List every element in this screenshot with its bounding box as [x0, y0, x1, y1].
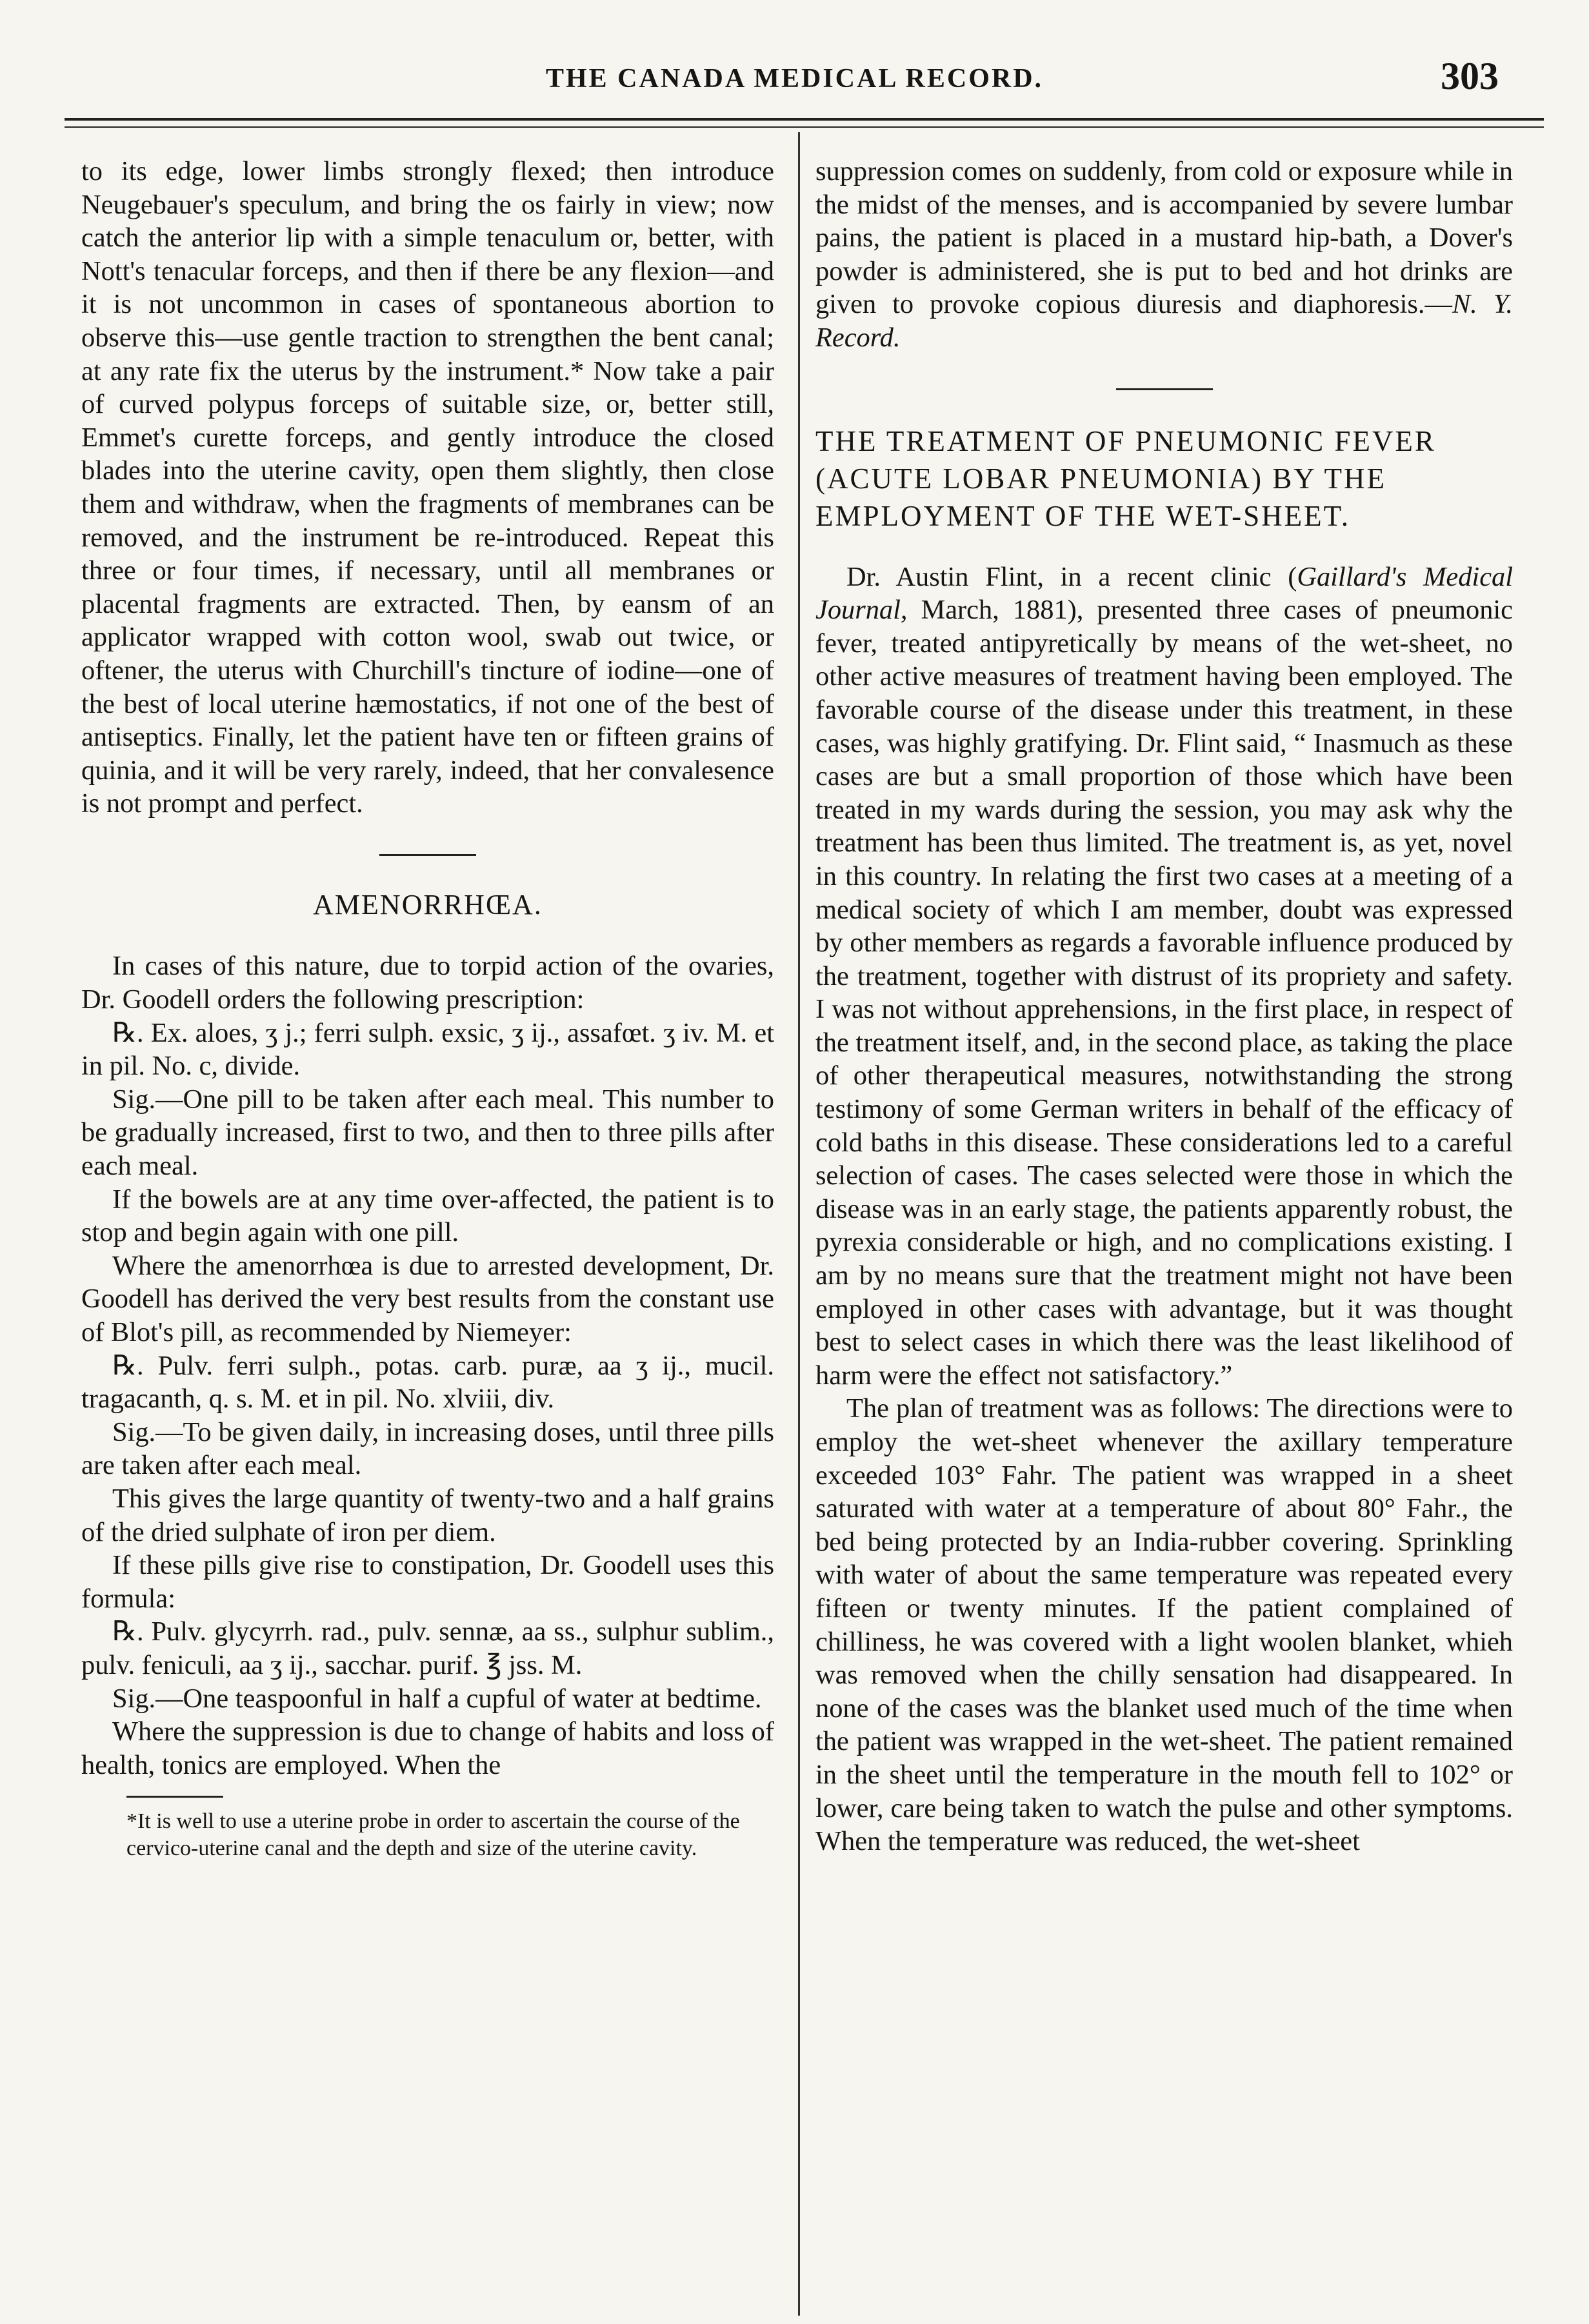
signature-1: Sig.—One pill to be taken after each meal. This number to be gradually increased, first to two, and then to three pills after each meal.	[81, 1084, 774, 1182]
header-rule-thin	[65, 126, 1544, 128]
article-paragraph-1	[815, 561, 1513, 1393]
suppression-text: suppression comes on suddenly, from cold or exposure while in the midst of the menses, and is accompanied by severe lumbar pains, the patient is placed in a mustard hip-bath, a Dover's powder is administered, she is put to bed and hot drinks are given to provoke copious diuresis and diaphoresis.—	[815, 156, 1513, 320]
article-heading: THE TREATMENT OF PNEUMONIC FEVER (ACUTE LOBAR PNEUMONIA) BY THE EMPLOYMENT OF THE WET-SHEET.	[815, 424, 1436, 532]
prescription-3: ℞. Pulv. glycyrrh. rad., pulv. sennæ, aa ss., sulphur sublim., pulv. feniculi, aa ʒ ij., sacchar. purif. ℥ jss. M.	[81, 1616, 774, 1680]
iron-quantity-paragraph: This gives the large quantity of twenty-two and a half grains of the dried sulphate of iron per diem.	[81, 1483, 774, 1547]
amenorrhoea-heading: AMENORRHŒA.	[313, 888, 543, 920]
constipation-paragraph: If these pills give rise to constipation, Dr. Goodell uses this formula:	[81, 1550, 774, 1614]
signature-2: Sig.—To be given daily, in increasing doses, until three pills are taken after each meal.	[81, 1416, 774, 1481]
p1-lead: Dr. Austin Flint, in a recent clinic (	[846, 561, 1297, 592]
continued-paragraph: to its edge, lower limbs strongly flexed; then introduce Neugebauer's speculum, and bring the os fairly in view; now catch the anterior lip with a simple tenaculum or, better, with Nott's tenacular forceps, and then if there be any flexion—and it is not uncommon in cases of spontaneous abortion to observe this—use gentle traction to strengthen the bent canal; at any rate fix the uterus by the instrument.* Now take a pair of curved polypus forceps of suitable size, or, better still, Emmet's curette forceps, and gently introduce the closed blades into the uterine cavity, open them slightly, then close them and withdraw, when the fragments of membranes can be removed, and the instrument be re-introduced. Repeat this three or four times, if necessary, until all membranes or placental fragments are extracted. Then, by eansm of an applicator wrapped with cotton wool, swab out twice, or oftener, the uterus with Churchill's tincture of iodine—one of the best of local uterine hæmostatics, if not one of the best of antiseptics. Finally, let the patient have ten or fifteen grains of quinia, and it will be very rarely, indeed, that her convalesence is not prompt and perfect.	[81, 156, 774, 819]
right-column	[815, 155, 1513, 1858]
prescription-2: ℞. Pulv. ferri sulph., potas. carb. puræ, aa ʒ ij., mucil. tragacanth, q. s. M. et in pil. No. xlviii, div.	[81, 1350, 774, 1415]
continued-paragraph-right	[815, 155, 1513, 355]
prescription-1: ℞. Ex. aloes, ʒ j.; ferri sulph. exsic, ʒ ij., assafœt. ʒ iv. M. et in pil. No. c, divide.	[81, 1017, 774, 1082]
amenorrhoea-intro: In cases of this nature, due to torpid action of the ovaries, Dr. Goodell orders the following prescription:	[81, 951, 774, 1015]
footnote: *It is well to use a uterine probe in order to ascertain the course of the cervico-uterine canal and the depth and size of the uterine cavity.	[126, 1809, 740, 1861]
article-paragraph-2: The plan of treatment was as follows: The directions were to employ the wet-sheet whenever the axillary temperature exceeded 103° Fahr. The patient was wrapped in a sheet saturated with water at a temperature of about 80° Fahr., the bed being protected by an India-rubber covering. Sprinkling with water of about the same temperature was repeated every fifteen or twenty minutes. If the patient complained of chilliness, he was covered with a light woolen blanket, whieh was removed when the chilly sensation had disappeared. In none of the cases was the blanket used much of the time when the patient was wrapped in the wet-sheet. The patient remained in the sheet until the temperature in the mouth fell to 102° or lower, care being taken to watch the pulse and other symptoms. When the temperature was reduced, the wet-sheet	[815, 1393, 1513, 1857]
p1-body: March, 1881), presented three cases of pneumonic fever, treated antipyretically by means of the wet-sheet, no other active measures of treatment having been employed. The favorable course of the disease under this treatment, in these cases, was highly gratifying. Dr. Flint said, “ Inasmuch as these cases are but a small proportion of those which have been treated in my wards during the session, you may ask why the treatment has been thus limited. The treatment is, as yet, novel in this country. In relating the first two cases at a meeting of a medical society of which I am member, doubt was expressed by other members as regards a favorable influence produced by the treatment, together with distrust of its propriety and safety. I was not without apprehensions, in the first place, in respect of the treatment itself, and, in the second place, as taking the place of other therapeutical measures, notwithstanding the strong testimony of some German writers in behalf of the efficacy of cold baths in this disease. These considerations led to a careful selection of cases. The cases selected were those in which the disease was in an early stage, the patients apparently robust, the pyrexia considerable or high, and no complications existing. I am by no means sure that the treatment might not have been employed in other cases with advantage, but it was thought best to select cases in which there was the least likelihood of harm were the effect not satisfactory.”	[815, 595, 1513, 1391]
bowels-paragraph: If the bowels are at any time over-affected, the patient is to stop and begin again with one pill.	[81, 1184, 774, 1248]
journal-citation: Gaillard's Medical Journal,	[815, 561, 1513, 626]
arrested-development-paragraph: Where the amenorrhœa is due to arrested development, Dr. Goodell has derived the very best results from the constant use of Blot's pill, as recommended by Niemeyer:	[81, 1250, 774, 1347]
journal-title: THE CANADA MEDICAL RECORD.	[545, 64, 1044, 94]
column-divider	[798, 132, 800, 2316]
header-rule	[65, 118, 1544, 121]
source-citation: N. Y. Record.	[815, 289, 1513, 353]
signature-3: Sig.—One teaspoonful in half a cupful of water at bedtime.	[112, 1683, 762, 1714]
habits-paragraph: Where the suppression is due to change of habits and loss of health, tonics are employed. When the	[81, 1716, 774, 1780]
page-number: 303	[1441, 55, 1499, 97]
left-column	[81, 155, 774, 1862]
running-header	[65, 50, 1524, 108]
